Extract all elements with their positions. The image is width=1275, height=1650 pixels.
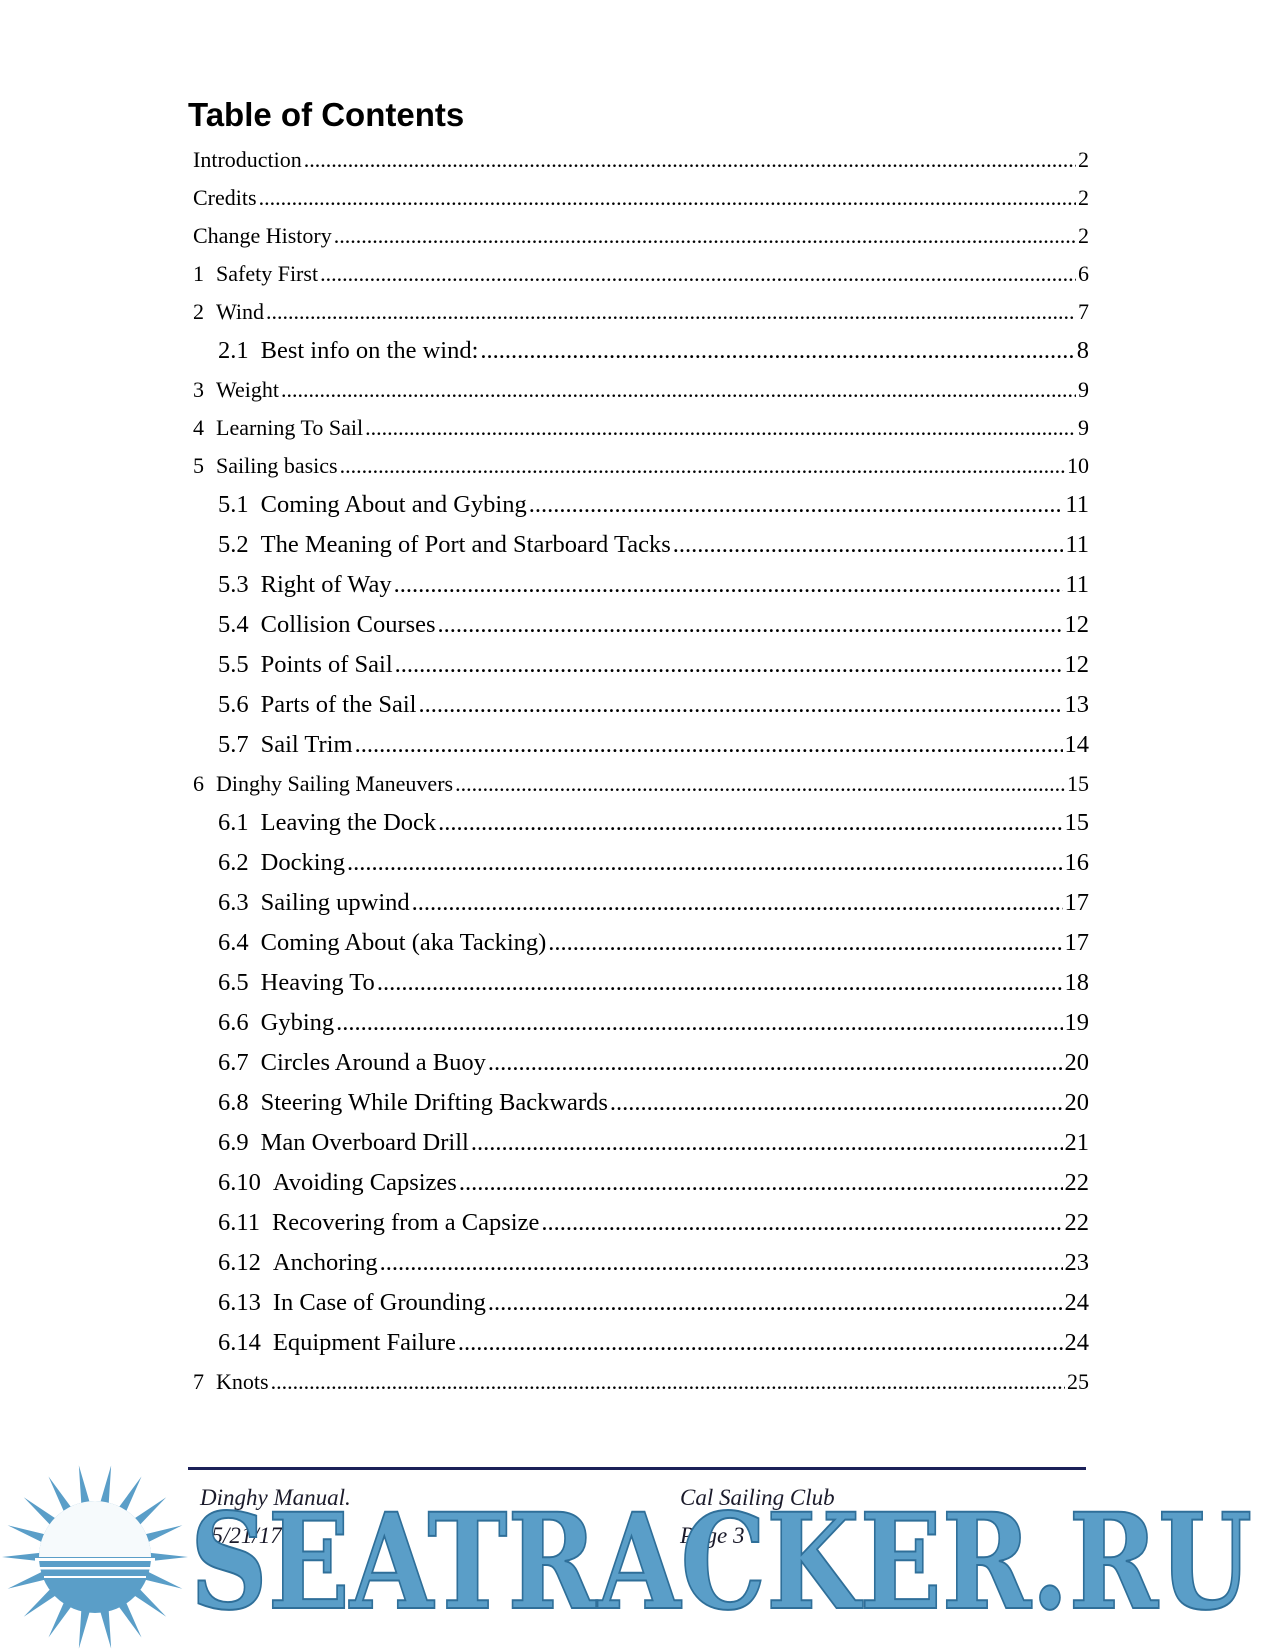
toc-entry[interactable] [193,261,1089,299]
toc-entry-page: 12 [1064,651,1089,678]
page-title: Table of Contents [188,96,465,133]
toc-entry-number: 2.1 [218,337,249,364]
toc-entry-page: 15 [1067,771,1089,796]
toc-entry[interactable] [193,571,1089,611]
watermark-label: SEATRACKER.RU [190,1485,1252,1640]
toc-entry-page: 21 [1064,1129,1089,1156]
toc-entry-label: Man Overboard Drill [260,1129,469,1156]
toc-entry[interactable] [193,809,1089,849]
toc-entry-label: Sail Trim [260,731,353,758]
toc-entry-page: 10 [1067,453,1089,478]
dot-leader [418,691,1062,719]
toc-entry-label: Leaving the Dock [260,809,437,836]
toc-entry-page: 7 [1078,299,1089,324]
toc-entry-label: Dinghy Sailing Maneuvers [216,771,454,796]
toc-entry-number: 1 [193,261,204,286]
dot-leader [412,889,1063,917]
toc-entry-number: 6.11 [218,1209,260,1236]
dot-leader [459,1169,1063,1197]
dot-leader [320,261,1076,287]
toc-entry-page: 15 [1064,809,1089,836]
toc-entry-page: 2 [1078,185,1089,210]
toc-entry-number: 6.1 [218,809,249,836]
toc-entry[interactable] [193,1169,1089,1209]
dot-leader [336,1009,1062,1037]
toc-entry[interactable] [193,223,1089,261]
dot-leader [281,377,1076,403]
toc-entry-page: 11 [1065,491,1089,518]
toc-entry-label: Best info on the wind: [260,337,479,364]
toc-entry-number: 5.4 [218,611,249,638]
toc-entry-page: 20 [1064,1089,1089,1116]
toc-entry-label: Points of Sail [260,651,393,678]
toc-entry[interactable] [193,691,1089,731]
toc-entry-label: Equipment Failure [272,1329,456,1356]
toc-entry-label: Gybing [260,1009,335,1036]
toc-entry-page: 2 [1078,223,1089,248]
footer-divider [188,1467,1086,1470]
toc-entry[interactable] [193,849,1089,889]
toc-entry-number: 5 [193,453,204,478]
toc-entry-number: 3 [193,377,204,402]
toc-entry-page: 18 [1064,969,1089,996]
toc-entry[interactable] [193,771,1089,809]
toc-entry[interactable] [193,889,1089,929]
dot-leader [347,849,1063,877]
toc-entry-label: Collision Courses [260,611,436,638]
toc-entry[interactable] [193,731,1089,771]
dot-leader [455,771,1065,797]
dot-leader [438,809,1062,837]
toc-entry-page: 25 [1067,1369,1089,1394]
dot-leader [377,969,1063,997]
toc-entry[interactable] [193,299,1089,337]
dot-leader [458,1329,1063,1357]
toc-entry-page: 12 [1064,611,1089,638]
toc-entry-page: 16 [1064,849,1089,876]
footer-date: 05/21/17 [200,1523,282,1548]
toc-entry[interactable] [193,1049,1089,1089]
toc-entry-number: 6.13 [218,1289,261,1316]
toc-entry[interactable] [193,929,1089,969]
toc-entry-number: 6.5 [218,969,249,996]
toc-entry[interactable] [193,651,1089,691]
toc-entry-page: 17 [1064,929,1089,956]
toc-entry-page: 24 [1064,1289,1089,1316]
dot-leader [340,453,1065,479]
toc-entry-number: 6.6 [218,1009,249,1036]
toc-entry[interactable] [193,337,1089,377]
toc-entry[interactable] [193,453,1089,491]
toc-entry-number: 6.10 [218,1169,261,1196]
toc-entry-label: Parts of the Sail [260,691,417,718]
sun-logo-icon [0,1462,190,1650]
toc-entry[interactable] [193,377,1089,415]
toc-entry-label: Docking [260,849,345,876]
toc-entry-number: 6.8 [218,1089,249,1116]
dot-leader [394,571,1064,599]
toc-entry-label: Steering While Drifting Backwards [260,1089,608,1116]
toc-entry-label: Coming About and Gybing [260,491,527,518]
toc-entry-page: 9 [1078,377,1089,402]
toc-entry-label: Credits [193,185,257,210]
dot-leader [541,1209,1062,1237]
toc-entry-page: 22 [1064,1209,1089,1236]
footer-organization: Cal Sailing Club [680,1485,835,1510]
toc-entry-label: Wind [216,299,264,324]
dot-leader [488,1049,1063,1077]
toc-entry[interactable] [193,491,1089,531]
toc-entry-number: 6.12 [218,1249,261,1276]
toc-entry-number: 6.2 [218,849,249,876]
toc-entry-label: Knots [216,1369,269,1394]
table-of-contents [193,147,1089,1407]
toc-entry[interactable] [193,1089,1089,1129]
dot-leader [271,1369,1065,1395]
toc-entry-number: 7 [193,1369,204,1394]
toc-entry[interactable] [193,969,1089,1009]
toc-entry[interactable] [193,1369,1089,1407]
toc-entry-page: 22 [1064,1169,1089,1196]
toc-entry[interactable] [193,415,1089,453]
toc-entry-label: Introduction [193,147,302,172]
toc-entry-label: Coming About (aka Tacking) [260,929,547,956]
toc-entry-page: 14 [1064,731,1089,758]
toc-entry-page: 11 [1065,531,1089,558]
toc-entry-label: Change History [193,223,332,248]
dot-leader [610,1089,1063,1117]
toc-entry-label: Heaving To [260,969,375,996]
toc-entry[interactable] [193,611,1089,651]
toc-entry-number: 5.2 [218,531,249,558]
dot-leader [304,147,1076,173]
toc-entry-number: 6.3 [218,889,249,916]
dot-leader [471,1129,1063,1157]
toc-entry-number: 4 [193,415,204,440]
dot-leader [395,651,1063,679]
toc-entry-page: 23 [1064,1249,1089,1276]
dot-leader [259,185,1076,211]
toc-entry-number: 5.1 [218,491,249,518]
toc-entry-page: 8 [1076,337,1089,364]
toc-entry-page: 17 [1064,889,1089,916]
toc-entry[interactable] [193,147,1089,185]
toc-entry[interactable] [193,1329,1089,1369]
toc-entry-label: Sailing basics [216,453,338,478]
dot-leader [380,1249,1063,1277]
dot-leader [438,611,1063,639]
toc-entry-page: 13 [1064,691,1089,718]
toc-entry-number: 6.4 [218,929,249,956]
toc-entry-page: 2 [1078,147,1089,172]
toc-entry[interactable] [193,1009,1089,1049]
toc-entry[interactable] [193,185,1089,223]
toc-entry-number: 5.7 [218,731,249,758]
toc-entry-label: Circles Around a Buoy [260,1049,486,1076]
toc-entry-page: 9 [1078,415,1089,440]
toc-entry-page: 6 [1078,261,1089,286]
toc-entry-number: 6 [193,771,204,796]
toc-entry-page: 20 [1064,1049,1089,1076]
toc-entry-label: In Case of Grounding [272,1289,486,1316]
dot-leader [266,299,1076,325]
dot-leader [334,223,1076,249]
footer-page-number: Page 3 [680,1523,745,1548]
dot-leader [529,491,1064,519]
toc-entry[interactable] [193,1249,1089,1289]
toc-entry-label: Safety First [216,261,319,286]
toc-entry-number: 6.9 [218,1129,249,1156]
toc-entry-number: 6.14 [218,1329,261,1356]
toc-entry[interactable] [193,1289,1089,1329]
dot-leader [673,531,1064,559]
dot-leader [365,415,1076,441]
dot-leader [548,929,1062,957]
toc-entry-label: The Meaning of Port and Starboard Tacks [260,531,671,558]
toc-entry-page: 11 [1065,571,1089,598]
toc-entry-page: 24 [1064,1329,1089,1356]
dot-leader [355,731,1063,759]
dot-leader [480,337,1074,365]
toc-entry-label: Anchoring [272,1249,378,1276]
toc-entry-number: 5.5 [218,651,249,678]
toc-entry-number: 2 [193,299,204,324]
footer-document-name: Dinghy Manual. [200,1485,351,1510]
toc-entry-label: Weight [216,377,279,402]
toc-entry-label: Right of Way [260,571,392,598]
toc-entry-page: 19 [1064,1009,1089,1036]
toc-entry-label: Sailing upwind [260,889,410,916]
toc-entry[interactable] [193,531,1089,571]
toc-entry-label: Recovering from a Capsize [271,1209,540,1236]
toc-entry-number: 6.7 [218,1049,249,1076]
toc-entry[interactable] [193,1209,1089,1249]
toc-entry-label: Avoiding Capsizes [272,1169,457,1196]
toc-entry-label: Learning To Sail [216,415,364,440]
toc-entry-number: 5.6 [218,691,249,718]
toc-entry[interactable] [193,1129,1089,1169]
dot-leader [488,1289,1063,1317]
toc-entry-number: 5.3 [218,571,249,598]
